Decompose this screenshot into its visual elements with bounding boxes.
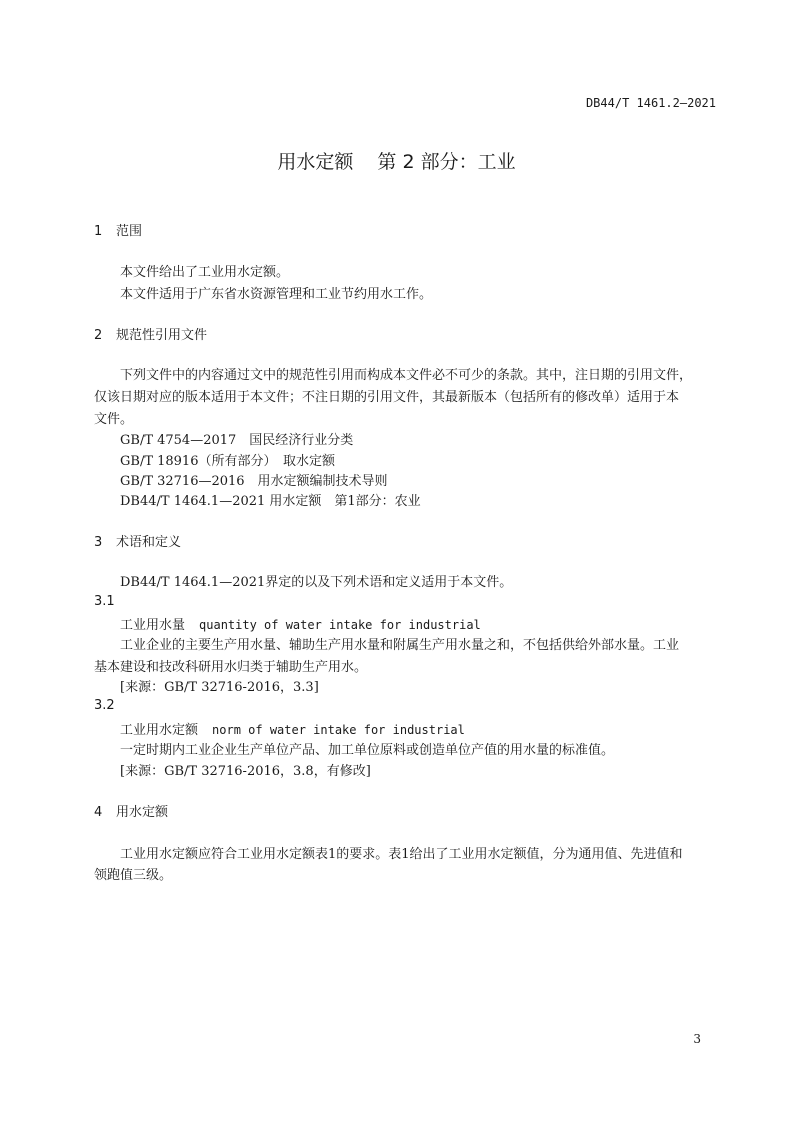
section-heading-refs: [94, 324, 207, 343]
term-source: [来源：GB/T 32716-2016，3.3]: [120, 680, 319, 695]
page-title: [0, 147, 793, 174]
paragraph: DB44/T 1464.1—2021界定的以及下列术语和定义适用于本文件。: [120, 575, 513, 590]
paragraph-line: 工业用水定额应符合工业用水定额表1的要求。表1给出了工业用水定额值，分为通用值、先进值和: [120, 847, 683, 862]
section-title: 范围: [116, 224, 143, 239]
paragraph: 本文件给出了工业用水定额。: [120, 265, 290, 280]
term-entry: [120, 719, 465, 738]
term-entry: [120, 614, 481, 633]
title-part2: 第 2 部分：工业: [377, 151, 516, 173]
paragraph: 本文件适用于广东省水资源管理和工业节约用水工作。: [120, 287, 433, 302]
term-english: norm of water intake for industrial: [212, 723, 465, 737]
term-number: 3.2: [94, 698, 115, 713]
reference-item: DB44/T 1464.1—2021 用水定额 第1部分：农业: [120, 494, 421, 509]
section-title: 术语和定义: [116, 535, 182, 550]
term-definition-line: 基本建设和技改科研用水归类于辅助生产用水。: [94, 660, 368, 675]
term-chinese: 工业用水定额: [120, 723, 199, 738]
term-definition-line: 工业企业的主要生产用水量、辅助生产用水量和附属生产用水量之和，不包括供给外部水量。工业: [120, 638, 680, 653]
document-id: DB44/T 1461.2—2021: [585, 96, 716, 110]
page-number: 3: [693, 1032, 701, 1046]
section-title: 用水定额: [116, 805, 169, 820]
term-english: quantity of water intake for industrial: [199, 618, 481, 632]
paragraph-line: 下列文件中的内容通过文中的规范性引用而构成本文件必不可少的条款。其中，注日期的引用文件，: [120, 368, 693, 383]
reference-item: GB/T 32716—2016 用水定额编制技术导则: [120, 474, 388, 489]
reference-item: GB/T 4754—2017 国民经济行业分类: [120, 433, 354, 448]
section-number: 1: [94, 224, 103, 239]
section-heading-scope: [94, 220, 142, 239]
title-part1: 用水定额: [277, 151, 354, 173]
paragraph-line: 文件。: [94, 412, 134, 427]
term-number: 3.1: [94, 594, 115, 609]
paragraph-line: 领跑值三级。: [94, 868, 173, 883]
section-number: 3: [94, 535, 103, 550]
section-number: 4: [94, 805, 103, 820]
reference-item: GB/T 18916（所有部分） 取水定额: [120, 454, 335, 469]
paragraph-line: 仅该日期对应的版本适用于本文件；不注日期的引用文件，其最新版本（包括所有的修改单）适用于本: [94, 390, 680, 405]
term-definition-line: 一定时期内工业企业生产单位产品、加工单位原料或创造单位产值的用水量的标准值。: [120, 743, 615, 758]
term-chinese: 工业用水量: [120, 618, 186, 633]
term-source: [来源：GB/T 32716-2016，3.8，有修改]: [120, 764, 371, 779]
section-number: 2: [94, 328, 103, 343]
section-title: 规范性引用文件: [116, 328, 208, 343]
section-heading-terms: [94, 531, 181, 550]
section-heading-quota: [94, 801, 168, 820]
